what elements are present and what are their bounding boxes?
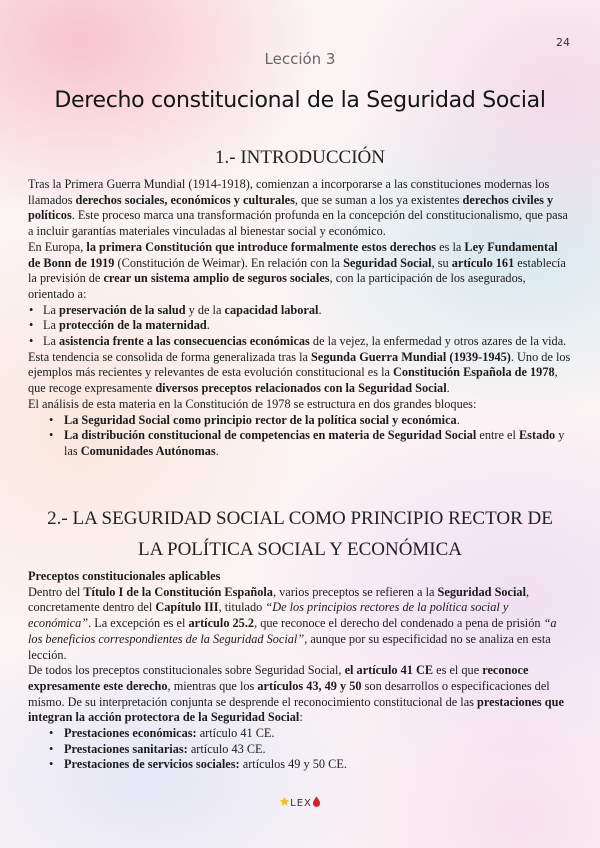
section-2-heading-line2: LA POLÍTICA SOCIAL Y ECONÓMICA: [137, 539, 463, 560]
text-run: reconoce expresamente este derecho: [28, 663, 529, 693]
text-run: el artículo 41 CE: [344, 663, 434, 678]
text-run: , mientras que los: [167, 678, 258, 693]
paragraph: [28, 177, 573, 240]
list-item: [28, 413, 573, 429]
text-run: , concretamente dentro del: [28, 584, 530, 615]
page-number: 24: [556, 36, 570, 49]
text-run: (Constitución de Weimar). En relación con la: [114, 255, 344, 270]
lesson-label: Lección 3: [264, 50, 336, 68]
section-2-body: [28, 569, 573, 773]
text-run: .: [215, 443, 219, 458]
text-run: de la vejez, la enfermedad y otros azares de la vida.: [309, 334, 567, 349]
text-run: capacidad laboral: [224, 302, 319, 317]
text-run: , titulado: [218, 600, 266, 615]
list-item: [28, 428, 573, 459]
text-run: Segunda Guerra Mundial (1939-1945): [311, 349, 511, 364]
page-title: Derecho constitucional de la Seguridad Social: [54, 88, 546, 113]
text-run: , varios preceptos se refieren a la: [272, 584, 438, 599]
text-run: Prestaciones de servicios sociales:: [64, 757, 240, 772]
text-run: diversos preceptos relacionados con la Seguridad Social: [155, 381, 447, 396]
paragraph: [28, 585, 573, 664]
text-run: Seguridad Social: [437, 584, 527, 599]
text-run: “a los beneficios correspondientes de la Seguridad Social”: [28, 616, 557, 646]
text-run: “De los principios rectores de la política social y económica”: [28, 600, 509, 631]
text-run: Seguridad Social: [343, 255, 432, 270]
bullet-list: [28, 726, 573, 773]
text-run: El análisis de esta materia en la Constitución de 1978 se estructura en dos grandes bloques:: [28, 396, 477, 411]
text-run: Tras la Primera Guerra Mundial (1914-1918), comienzan a incorporarse a las constituciones modernas los llamados: [28, 177, 550, 207]
text-run: La: [43, 318, 60, 333]
paragraph: [28, 240, 573, 303]
text-run: y las: [64, 428, 565, 458]
text-run: protección de la maternidad: [59, 318, 207, 333]
list-item: [28, 318, 573, 334]
text-run: la primera Constitución que introduce formalmente estos derechos: [86, 239, 437, 254]
section-1-body: [28, 177, 573, 460]
text-run: Título I de la Constitución Española: [83, 584, 273, 599]
subheading: Preceptos constitucionales aplicables: [28, 569, 221, 583]
text-run: Esta tendencia se consolida de forma generalizada tras la: [28, 349, 312, 364]
text-run: derechos civiles y políticos: [28, 192, 554, 223]
bullet-list: [28, 413, 573, 460]
section-1-heading: 1.- INTRODUCCIÓN: [215, 147, 385, 168]
text-run: .: [456, 412, 460, 427]
text-run: .: [318, 302, 322, 317]
text-run: Prestaciones económicas:: [64, 726, 197, 741]
text-run: prestaciones que integran la acción protectora de la Seguridad Social: [28, 694, 564, 725]
text-run: entre el: [476, 428, 519, 443]
text-run: La Seguridad Social como principio rector de la política social y económica: [64, 412, 457, 427]
list-item: [28, 303, 573, 319]
text-run: De todos los preceptos constitucionales sobre Seguridad Social,: [28, 663, 345, 678]
text-run: La distribución constitucional de competencias en materia de Seguridad Social: [64, 428, 477, 443]
text-run: , que recoge expresamente: [28, 365, 558, 396]
text-run: Ley Fundamental de Bonn de 1919: [28, 239, 558, 270]
text-run: .: [206, 318, 210, 333]
star-icon: [279, 798, 290, 809]
text-run: , que se suman a los ya existentes: [294, 192, 463, 207]
section-2-heading: [0, 503, 600, 565]
text-run: es la: [436, 239, 465, 254]
text-run: , con la participación de los asegurados, orientado a:: [28, 271, 526, 301]
text-run: Capítulo III: [155, 600, 219, 615]
text-run: es el que: [433, 663, 483, 678]
text-run: , que reconoce el derecho del condenado a pena de prisión: [254, 616, 544, 631]
text-run: La: [43, 334, 60, 349]
text-run: . La excepción es el: [88, 616, 189, 631]
paragraph: [28, 663, 573, 726]
text-run: son desarrollos o especificaciones del mismo. De su interpretación conjunta se desprende el reconocimiento constitucional de las: [28, 678, 550, 709]
text-run: Comunidades Autónomas: [80, 443, 216, 458]
footer-brand: [0, 796, 600, 809]
text-run: asistencia frente a las consecuencias económicas: [59, 334, 310, 349]
text-run: . Uno de los ejemplos más recientes y relevantes de esta evolución constitucional es la: [28, 349, 571, 380]
text-run: y de la: [185, 302, 225, 317]
text-run: En Europa,: [28, 239, 87, 254]
text-run: artículos 43, 49 y 50: [257, 678, 362, 693]
text-run: , su: [431, 255, 452, 270]
list-item: [28, 334, 573, 350]
brand-name: LEX: [290, 798, 312, 809]
text-run: preservación de la salud: [59, 302, 186, 317]
text-run: Estado: [518, 428, 556, 443]
text-run: derechos sociales, económicos y culturales: [75, 192, 295, 207]
text-run: artículos 49 y 50 CE.: [239, 757, 347, 772]
text-run: Prestaciones sanitarias:: [64, 741, 188, 756]
list-item: [28, 742, 573, 758]
section-2-heading-line1: 2.- LA SEGURIDAD SOCIAL COMO PRINCIPIO RECTOR DE: [47, 508, 553, 529]
bullet-list: [28, 303, 573, 350]
text-run: establecía la previsión de: [28, 255, 566, 286]
text-run: Dentro del: [28, 584, 84, 599]
text-run: crear un sistema amplio de seguros sociales: [103, 271, 330, 286]
list-item: [28, 726, 573, 742]
list-item: [28, 757, 573, 773]
text-run: :: [299, 710, 303, 725]
text-run: La: [43, 302, 60, 317]
text-run: artículo 25.2: [188, 616, 255, 631]
paragraph: [28, 397, 573, 413]
text-run: .: [446, 381, 450, 396]
text-run: artículo 41 CE.: [196, 726, 275, 741]
text-run: artículo 43 CE.: [187, 741, 266, 756]
text-run: Constitución Española de 1978: [393, 365, 555, 380]
paragraph: [28, 350, 573, 397]
drop-icon: [312, 798, 321, 809]
text-run: . Este proceso marca una transformación profunda en la concepción del constitucionalismo, que pasa a incluir garantías materiales vinculadas al bienestar social y económico.: [28, 208, 568, 239]
text-run: , aunque por su especificidad no se analiza en esta lección.: [28, 631, 551, 662]
text-run: artículo 161: [451, 255, 515, 270]
